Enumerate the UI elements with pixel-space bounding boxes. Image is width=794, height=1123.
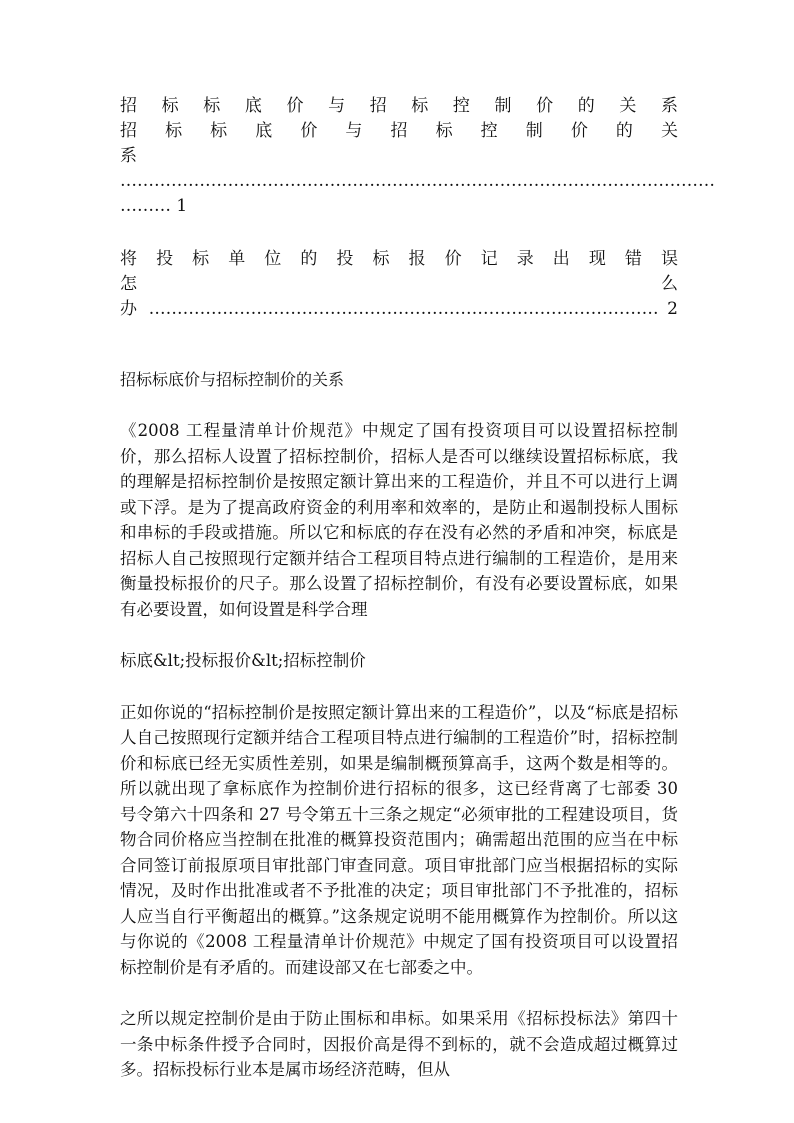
paragraph: 正如你说的“招标控制价是按照定额计算出来的工程造价”，以及“标底是招标人自己按照现行定额并结合工程项目特点进行编制的工程造价”时，招标控制价和标底已经无实质性差别，如果是编制概预算高手，这两个数是相等的。所以就出现了拿标底作为控制价进行招标的很多，这已经背离了七部委 30 号令第六十四条和 27 号令第五十三条之规定“必须审批的工程建设项目，货物合同价格应当控制在批准的概算投资范围内；确需超出范围的应当在中标合同签订前报原项目审批部门审查同意。项目审批部门应当根据招标的实际情况，及时作出批准或者不予批准的决定；项目审批部门不予批准的，招标人应当自行平衡超出的概算。”这条规定说明不能用概算作为控制价。所以这与你说的《2008 工程量清单计价规范》中规定了国有投资项目可以设置招标控制价是有矛盾的。而建设部又在七部委之中。 — [120, 702, 678, 977]
section-title: 招标标底价与招标控制价的关系 — [120, 370, 345, 389]
toc-entry-line: 系 …………………………………………………………………………………………… — [120, 146, 715, 191]
spacer — [120, 674, 678, 700]
toc-entry-line: 招 标 标 底 价 与 招 标 控 制 价 的 关 — [120, 121, 678, 141]
toc-entry-1[interactable] — [120, 94, 715, 219]
toc-entry-line: 将 投 标 单 位 的 投 标 报 价 记 录 出 现 错 误 怎 么 — [120, 249, 695, 294]
paragraph: 标底&lt;投标报价&lt;招标控制价 — [120, 651, 366, 670]
table-of-contents — [120, 94, 715, 322]
toc-spacer — [120, 219, 678, 247]
paragraph: 《2008 工程量清单计价规范》中规定了国有投资项目可以设置招标控制价，那么招标人设置了招标控制价，招标人是否可以继续设置招标标底，我的理解是招标控制价是按照定额计算出来的工程造价，并且不可以进行上调或下浮。是为了提高政府资金的利用率和效率的，是防止和遏制投标人围标和串标的手段或措施。所以它和标底的存在没有必然的矛盾和冲突，标底是招标人自己按照现行定额并结合工程项目特点进行编制的工程造价，是用来衡量投标报价的尺子。那么设置了招标控制价，有没有必要设置标底，如果有必要设置，如何设置是科学合理 — [120, 421, 678, 619]
spacer — [120, 980, 678, 1006]
spacer — [120, 392, 678, 418]
toc-page-number: ……… 1 — [120, 196, 188, 216]
toc-entry-2[interactable] — [120, 247, 695, 322]
spacer — [120, 622, 678, 648]
toc-entry-line: 招 标 标 底 价 与 招 标 控 制 价 的 关 系 — [120, 96, 678, 116]
paragraph: 之所以规定控制价是由于防止围标和串标。如果采用《招标投标法》第四十一条中标条件授予合同时，因报价高是得不到标的，就不会造成超过概算过多。招标投标行业本是属市场经济范畴，但从 — [120, 1009, 678, 1079]
toc-entry-line: 办 ……………………………………………………………………………… 2 — [120, 299, 678, 319]
document-content — [120, 94, 715, 1083]
